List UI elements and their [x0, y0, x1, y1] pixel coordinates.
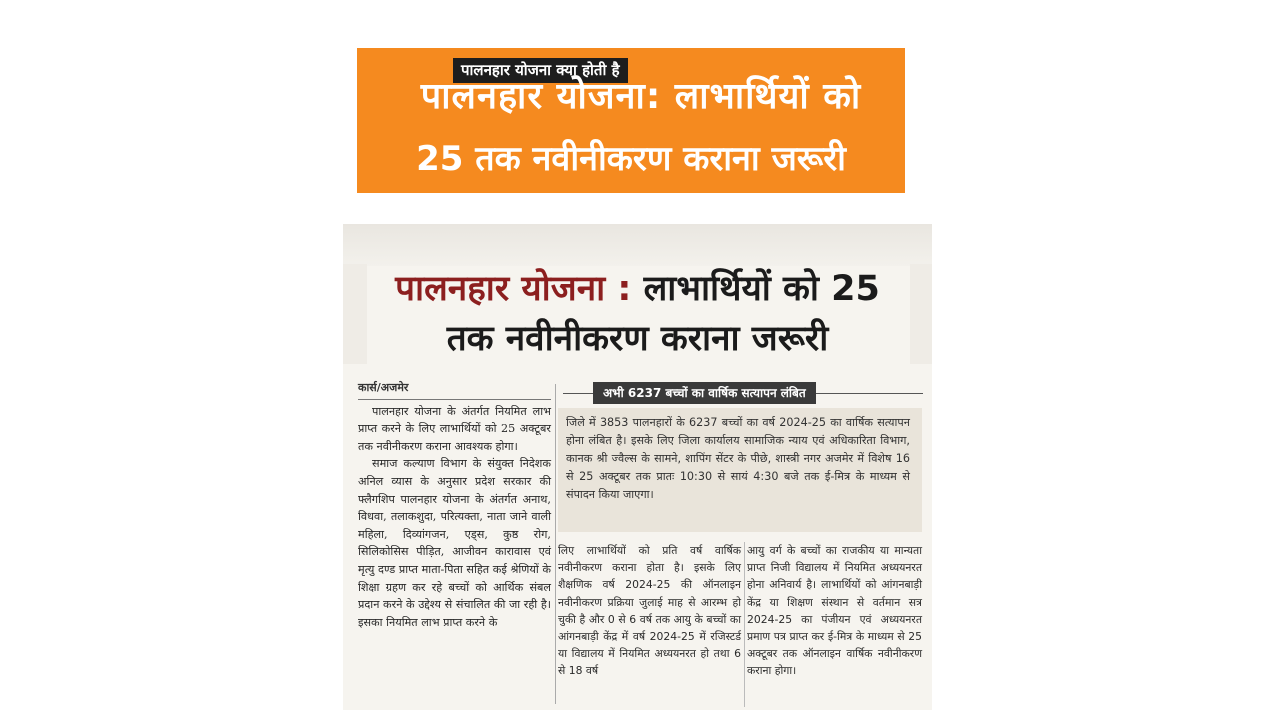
banner-title-line-1: पालनहार योजना: लाभार्थियों को — [420, 76, 862, 117]
headline-part-1: लाभार्थियों को 25 — [631, 269, 880, 309]
column-2-paragraph: लिए लाभार्थियों को प्रति वर्ष वार्षिक नवीनीकरण कराना होता है। इसके लिए शैक्षणिक वर्ष 2024-25 की ऑनलाइन नवीनीकरण प्रक्रिया जुलाई माह से आरम्भ हो चुकी है और 0 से 6 वर्ष तक आयु के बच्चों का आंगनबाड़ी केंद्र में वर्ष 2024-25 में रजिस्टर्ड या विद्यालय में नियमित अध्ययनरत हो तथा 6 से 18 वर्ष — [558, 544, 741, 678]
box-heading-label: अभी 6237 बच्चों का वार्षिक सत्यापन लंबित — [593, 382, 816, 404]
column-3-paragraph: आयु वर्ग के बच्चों का राजकीय या मान्यता प्राप्त निजी विद्यालय में नियमित अध्ययनरत होना अनिवार्य है। लाभार्थियों को आंगनबाड़ी केंद्र या शिक्षण संस्थान से वर्तमान सत्र 2024-25 का पंजीयन एवं अध्ययनरत प्रमाण पत्र प्राप्त कर ई-मित्र के माध्यम से 25 अक्टूबर तक ऑनलाइन वार्षिक नवीनीकरण कराना होगा। — [747, 544, 922, 678]
newspaper-clipping — [343, 224, 932, 710]
headline-scheme-name: पालनहार योजना : — [395, 269, 632, 309]
column-divider — [744, 542, 745, 707]
banner-title-line-2: 25 तक नवीनीकरण कराना जरूरी — [416, 139, 846, 179]
pending-verification-heading — [563, 382, 923, 404]
article-column-1 — [358, 379, 551, 631]
article-column-3 — [747, 542, 922, 680]
column-1-paragraph: समाज कल्याण विभाग के संयुक्त निदेशक अनिल व्यास के अनुसार प्रदेश सरकार की फ्लैगशिप पालनहार योजना के अंतर्गत अनाथ, विधवा, तलाकशुदा, परित्यक्ता, नाता जाने वाली महिला, दिव्यांगजन, एड्स, कुष्ठ रोग, सिलिकोसिस पीड़ित, आजीवन कारावास एवं मृत्यु दण्ड प्राप्त माता-पिता सहित कई श्रेणियों के शिक्षा ग्रहण कर रहे बच्चों को आर्थिक संबल प्रदान करने के उद्देश्य से संचालित की जा रही है। इसका नियमित लाभ प्राप्त करने के — [358, 457, 551, 629]
dateline: कार्स/अजमेर — [358, 379, 551, 400]
pending-verification-box — [558, 408, 922, 532]
banner-caption-tag: पालनहार योजना क्या होती है — [453, 58, 628, 83]
faded-previous-headline — [343, 224, 932, 266]
column-1-paragraph: पालनहार योजना के अंतर्गत नियमित लाभ प्राप्त करने के लिए लाभार्थियों को 25 अक्टूबर तक नवीनीकरण कराना आवश्यक होगा। — [358, 404, 551, 453]
box-body-text: जिले में 3853 पालनहारों के 6237 बच्चों का वर्ष 2024-25 का वार्षिक सत्यापन होना लंबित है। इसके लिए जिला कार्यालय सामाजिक न्याय एवं अधिकारिता विभाग, कानक श्री ज्वैल्स के सामने, शापिंग सेंटर के पीछे, शास्त्री नगर अजमेर में विशेष 16 से 25 अक्टूबर तक प्रातः 10:30 से सायं 4:30 बजे तक ई-मित्र के माध्यम से संपादन किया जाएगा। — [566, 416, 910, 501]
headline-part-2: तक नवीनीकरण कराना जरूरी — [446, 319, 829, 359]
article-column-2 — [558, 542, 741, 680]
article-headline — [343, 264, 932, 364]
title-banner — [357, 48, 905, 193]
column-divider — [555, 384, 556, 704]
